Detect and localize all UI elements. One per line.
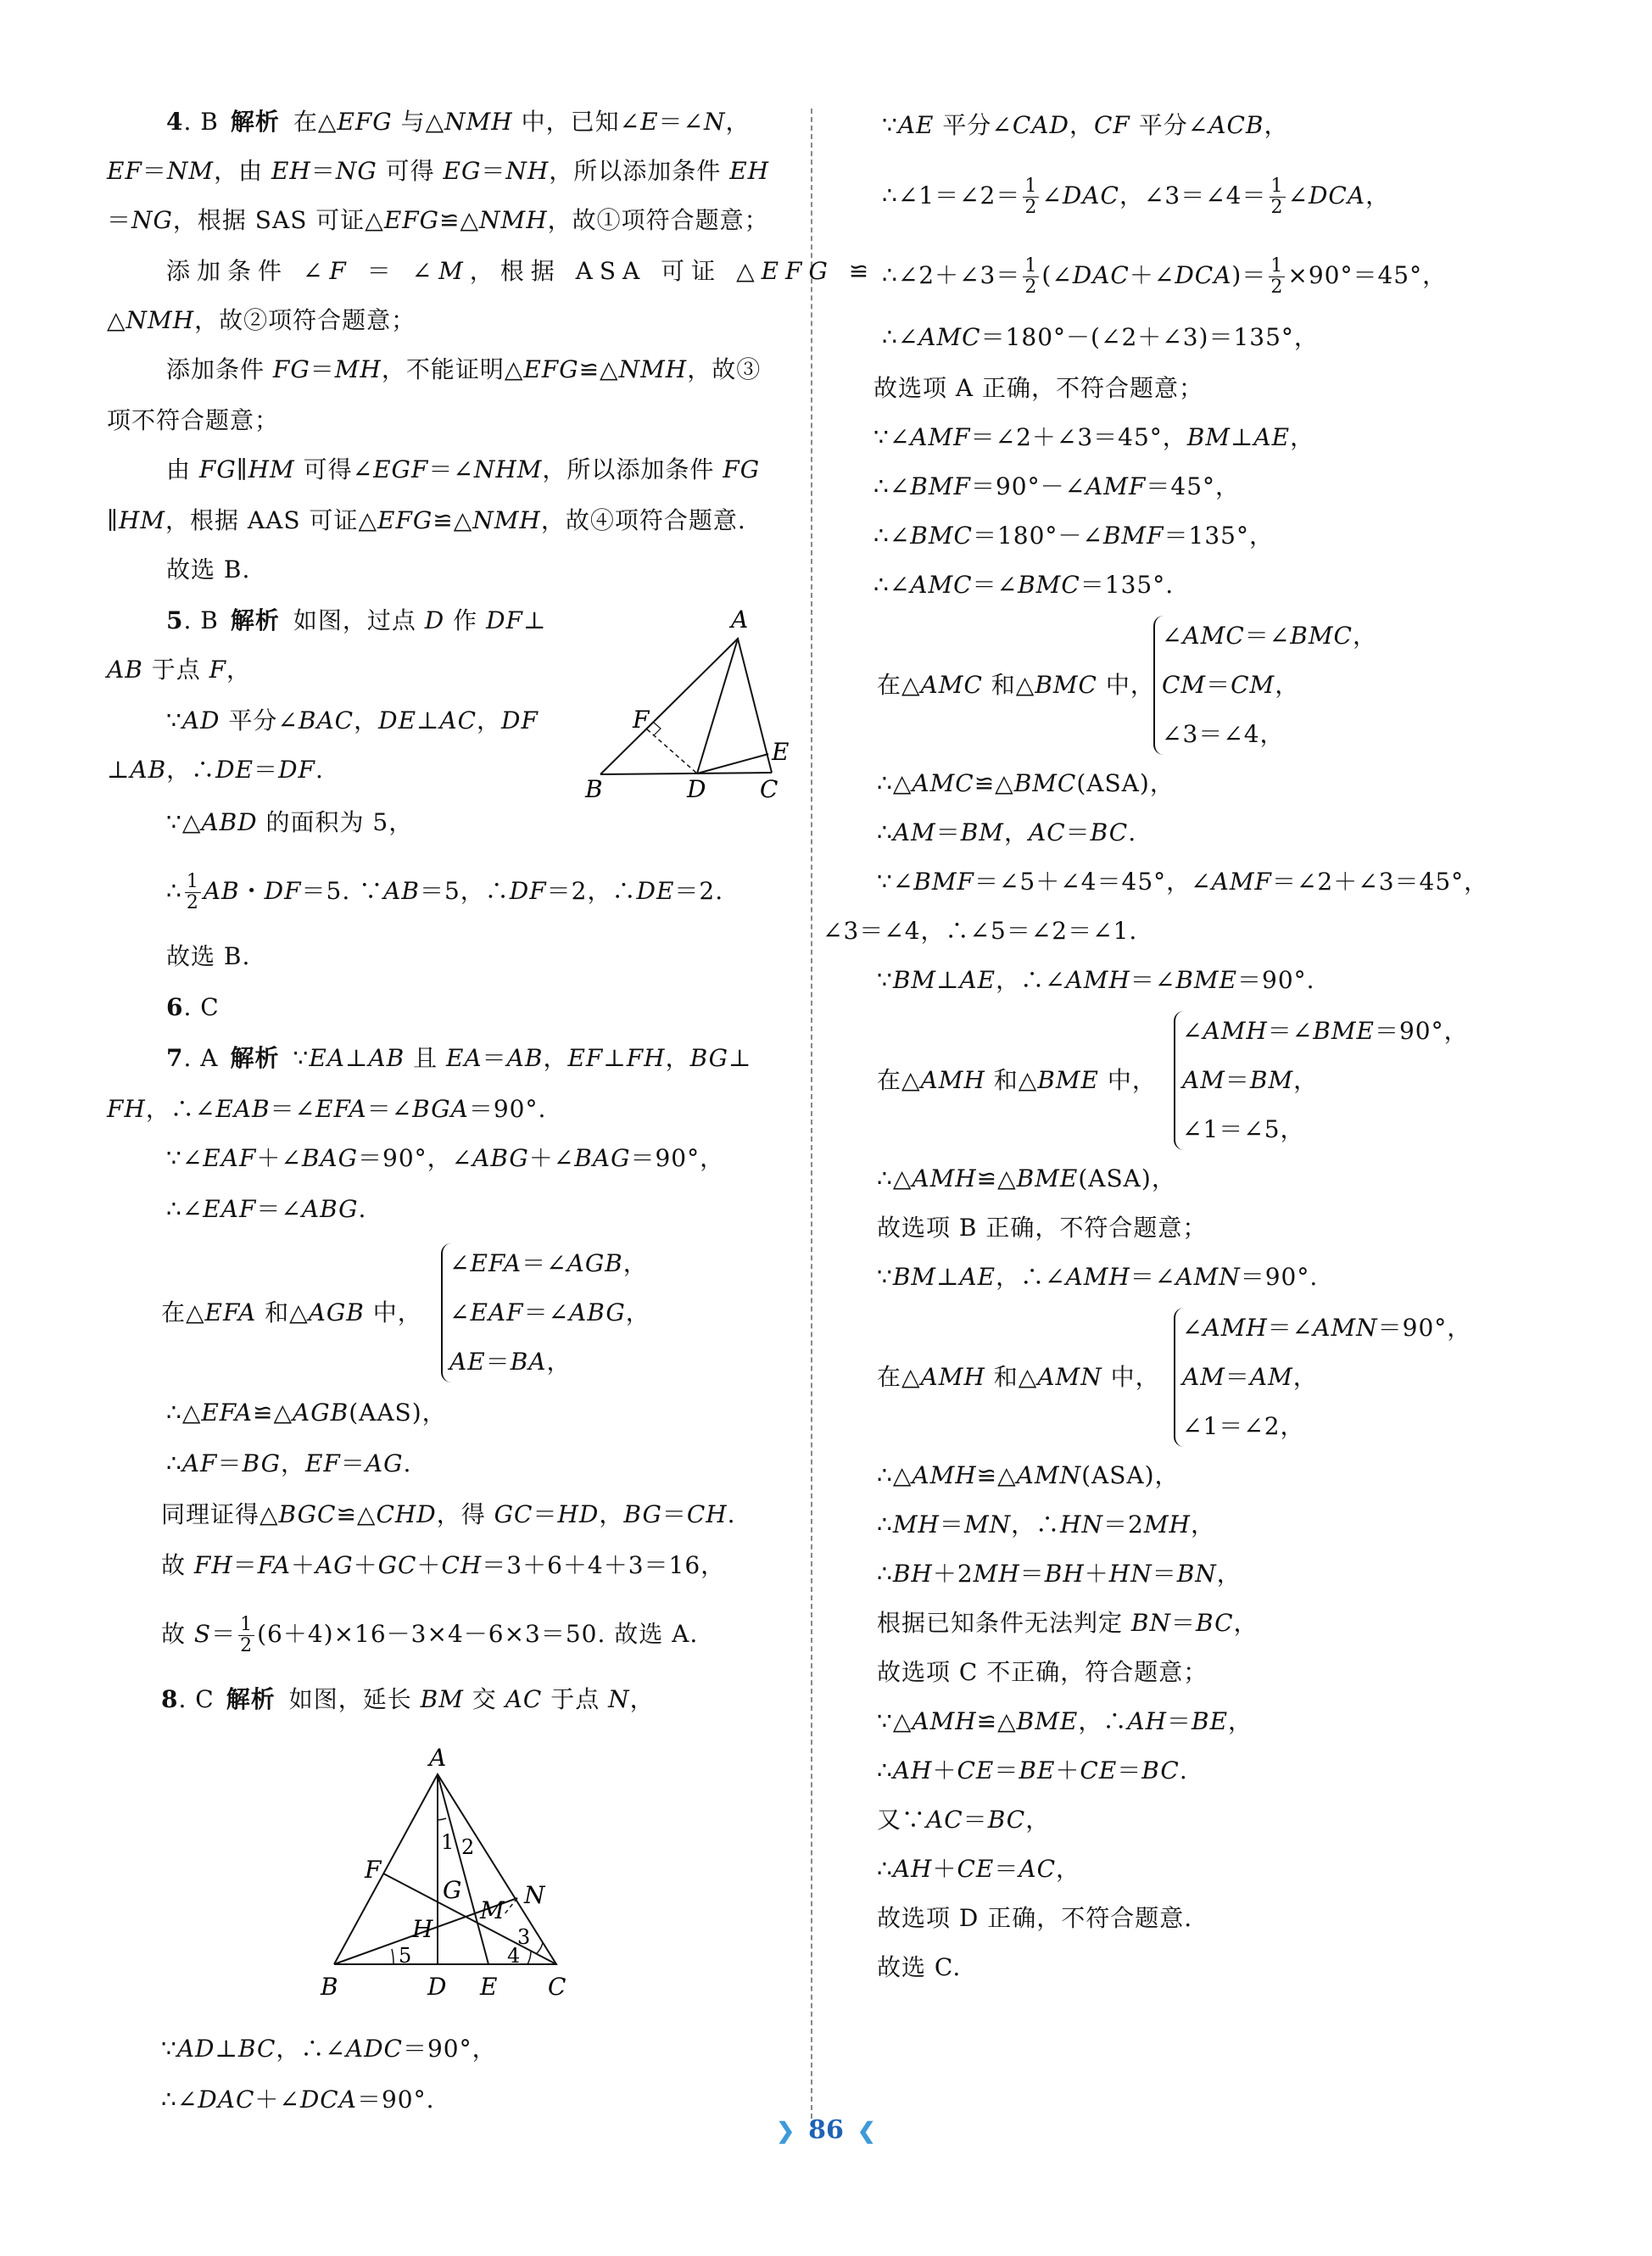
r-line-24: ∴AH＋CE＝BE＋CE＝BC.	[877, 1756, 1188, 1784]
q5-line-7: 故选 B.	[166, 942, 251, 970]
r-line-16: 故选项 B 正确，不符合题意；	[877, 1214, 1208, 1242]
r-line-8: ∴∠BMC＝180°－∠BMF＝135°，	[873, 522, 1274, 550]
r-system2-2: AM＝BM，	[1182, 1066, 1319, 1094]
r-system1-3: ∠3＝∠4，	[1162, 720, 1285, 748]
q4-line-3: ＝NG，根据 SAS 可证△EFG≌△NMH，故①项符合题意；	[107, 206, 769, 234]
r-system3-2: AM＝AM，	[1182, 1363, 1318, 1391]
r-line-22: 故选项 C 不正确，符合题意；	[877, 1658, 1208, 1686]
q4-line-7: 项不符合题意；	[107, 406, 280, 434]
q7-line-6: ∴AF＝BG，EF＝AG.	[166, 1449, 412, 1477]
q5-line-6: ∴ $\frac{1}{2}$ AB・DF＝5. ∵AB＝5，∴DF＝2，∴DE＝2.	[166, 871, 724, 913]
r-line-17: ∵BM⊥AE，∴∠AMH＝∠AMN＝90°.	[877, 1263, 1319, 1291]
fig8-label-d: D	[427, 1973, 447, 2001]
r-system2-3: ∠1＝∠5，	[1182, 1115, 1305, 1143]
fig8-label-3: 3	[517, 1925, 531, 1949]
r-line-14: ∵BM⊥AE，∴∠AMH＝∠BME＝90°.	[877, 966, 1315, 994]
q4-line-10: 故选 B.	[166, 556, 251, 584]
fig5-label-a: A	[731, 606, 749, 634]
q4-line-2: EF＝NM，由 EH＝NG 可得 EG＝NH，所以添加条件 EH	[107, 157, 770, 185]
fig8-label-1: 1	[441, 1830, 455, 1854]
r-line-23: ∵△AMH≌△BME，∴AH＝BE，	[877, 1707, 1253, 1735]
r-line-27: 故选项 D 正确，不符合题意.	[877, 1904, 1193, 1932]
r-system2-intro: 在△AMH 和△BME 中，	[877, 1066, 1157, 1094]
q5-line-1: 5. B 解析 如图，过点 D 作 DF⊥	[166, 606, 547, 634]
fig8-label-5: 5	[399, 1944, 412, 1968]
r-line-12: ∵∠BMF＝∠5＋∠4＝45°，∠AMF＝∠2＋∠3＝45°，	[877, 868, 1489, 896]
q7-system-1: ∠EFA＝∠AGB，	[449, 1249, 648, 1277]
q5-line-4: ⊥AB，∴DE＝DF.	[107, 756, 324, 784]
q7-line-8: 故 FH＝FA＋AG＋GC＋CH＝3＋6＋4＋3＝16，	[161, 1551, 726, 1579]
fig5-label-e: E	[772, 738, 790, 766]
fig5-label-f: F	[633, 706, 650, 734]
q7-line-2: FH，∴∠EAB＝∠EFA＝∠BGA＝90°.	[107, 1095, 547, 1123]
q7-line-1: 7. A 解析 ∵EA⊥AB 且 EA＝AB，EF⊥FH，BG⊥	[166, 1044, 752, 1072]
r-line-19: ∴MH＝MN，∴HN＝2MH，	[877, 1511, 1215, 1538]
q7-system-intro: 在△EFA 和△AGB 中，	[161, 1298, 422, 1326]
r-line-4: ∴∠AMC＝180°－(∠2＋∠3)＝135°，	[882, 323, 1319, 351]
r-line-15: ∴△AMH≌△BME(ASA)，	[877, 1164, 1176, 1192]
q5-line-3: ∵AD 平分∠BAC，DE⊥AC，DF	[166, 706, 539, 734]
r-line-3: ∴∠2＋∠3＝ $\frac{1}{2}$ (∠DAC＋∠DCA)＝ $\frac{1}{2}$ ×90°＝45°，	[882, 255, 1448, 298]
q4-line-1: 4. B 解析 在△EFG 与△NMH 中，已知∠E＝∠N，	[166, 108, 751, 136]
q5-line-2: AB 于点 F，	[107, 656, 252, 684]
figure-q5-triangle	[568, 594, 806, 814]
r-line-2: ∴∠1＝∠2＝ $\frac{1}{2}$ ∠DAC，∠3＝∠4＝ $\frac{1}{2}$ ∠DCA，	[882, 176, 1391, 218]
r-line-28: 故选 C.	[877, 1953, 962, 1981]
fig8-label-b: B	[321, 1973, 338, 2001]
fig5-label-c: C	[760, 775, 779, 803]
r-line-18: ∴△AMH≌△AMN(ASA)，	[877, 1461, 1180, 1489]
r-line-25: 又∵AC＝BC，	[877, 1806, 1051, 1834]
q7-line-3: ∵∠EAF＋∠BAG＝90°，∠ABG＋∠BAG＝90°，	[166, 1144, 725, 1172]
r-line-21: 根据已知条件无法判定 BN＝BC，	[877, 1609, 1259, 1637]
fig8-label-c: C	[548, 1973, 566, 2001]
q8-line-2: ∵AD⊥BC，∴∠ADC＝90°，	[161, 2035, 497, 2063]
fig5-label-d: D	[687, 775, 706, 803]
r-line-20: ∴BH＋2MH＝BH＋HN＝BN，	[877, 1560, 1242, 1588]
r-line-6: ∵∠AMF＝∠2＋∠3＝45°，BM⊥AE，	[873, 423, 1315, 451]
q7-line-4: ∴∠EAF＝∠ABG.	[166, 1195, 367, 1223]
fig8-label-n: N	[524, 1881, 545, 1909]
r-system2-1: ∠AMH＝∠BME＝90°，	[1182, 1017, 1469, 1045]
figure-q8-triangle	[314, 1739, 585, 2010]
column-divider	[811, 109, 812, 2119]
page-number: 86	[808, 2115, 844, 2145]
r-system3-3: ∠1＝∠2，	[1182, 1412, 1305, 1440]
q4-line-4: 添加条件 ∠F ＝ ∠M，根据 ASA 可证 △EFG ≌	[166, 257, 876, 285]
r-line-13: ∠3＝∠4，∴∠5＝∠2＝∠1.	[823, 917, 1138, 945]
r-system1-1: ∠AMC＝∠BMC，	[1162, 622, 1377, 650]
q7-line-7: 同理证得△BGC≌△CHD，得 GC＝HD，BG＝CH.	[161, 1500, 736, 1528]
fig8-label-f: F	[365, 1856, 382, 1884]
fig8-label-2: 2	[461, 1835, 475, 1859]
r-line-1: ∵AE 平分∠CAD，CF 平分∠ACB，	[882, 111, 1289, 139]
q5-line-5: ∵△ABD 的面积为 5，	[166, 808, 414, 836]
q4-line-6: 添加条件 FG＝MH，不能证明△EFG≌△NMH，故③	[166, 355, 762, 383]
r-line-26: ∴AH＋CE＝AC，	[877, 1855, 1081, 1883]
r-line-11: ∴AM＝BM，AC＝BC.	[877, 818, 1137, 846]
q4-line-5: △NMH，故②项符合题意；	[107, 306, 416, 334]
q7-line-5: ∴△EFA≌△AGB(AAS)，	[166, 1399, 447, 1427]
r-system1-2: CM＝CM，	[1162, 671, 1300, 699]
r-system1-intro: 在△AMC 和△BMC 中，	[877, 671, 1155, 699]
r-line-10: ∴△AMC≌△BMC(ASA)，	[877, 769, 1175, 797]
fig8-label-e: E	[480, 1973, 498, 2001]
fig5-label-b: B	[585, 775, 603, 803]
q4-line-8: 由 FG∥HM 可得∠EGF＝∠NHM，所以添加条件 FG	[166, 455, 761, 483]
q4-line-9: ∥HM，根据 AAS 可证△EFG≌△NMH，故④项符合题意.	[107, 506, 746, 534]
q7-line-9: 故 S＝ $\frac{1}{2}$ (6＋4)×16－3×4－6×3＝50. 故选 A.	[161, 1614, 699, 1656]
r-system3-1: ∠AMH＝∠AMN＝90°，	[1182, 1314, 1472, 1342]
chevron-right-icon: ❯	[776, 2119, 795, 2144]
chevron-left-icon: ❮	[857, 2119, 876, 2144]
r-line-5: 故选项 A 正确，不符合题意；	[873, 374, 1204, 402]
page-number-footer	[0, 2115, 1652, 2145]
fig8-label-m: M	[480, 1896, 505, 1924]
r-line-9: ∴∠AMC＝∠BMC＝135°.	[873, 571, 1175, 599]
fig8-label-g: G	[443, 1876, 462, 1904]
fig8-label-a: A	[429, 1744, 447, 1772]
r-line-7: ∴∠BMF＝90°－∠AMF＝45°，	[873, 472, 1241, 500]
r-system3-intro: 在△AMH 和△AMN 中，	[877, 1363, 1160, 1391]
q8-line-1: 8. C 解析 如图，延长 BM 交 AC 于点 N，	[161, 1685, 655, 1713]
fig8-label-h: H	[412, 1915, 433, 1943]
q8-line-3: ∴∠DAC＋∠DCA＝90°.	[161, 2086, 435, 2114]
fig8-label-4: 4	[507, 1944, 521, 1968]
q7-system-3: AE＝BA，	[449, 1348, 572, 1376]
q7-system-2: ∠EAF＝∠ABG，	[449, 1298, 650, 1326]
q6-line: 6. C	[166, 993, 220, 1021]
